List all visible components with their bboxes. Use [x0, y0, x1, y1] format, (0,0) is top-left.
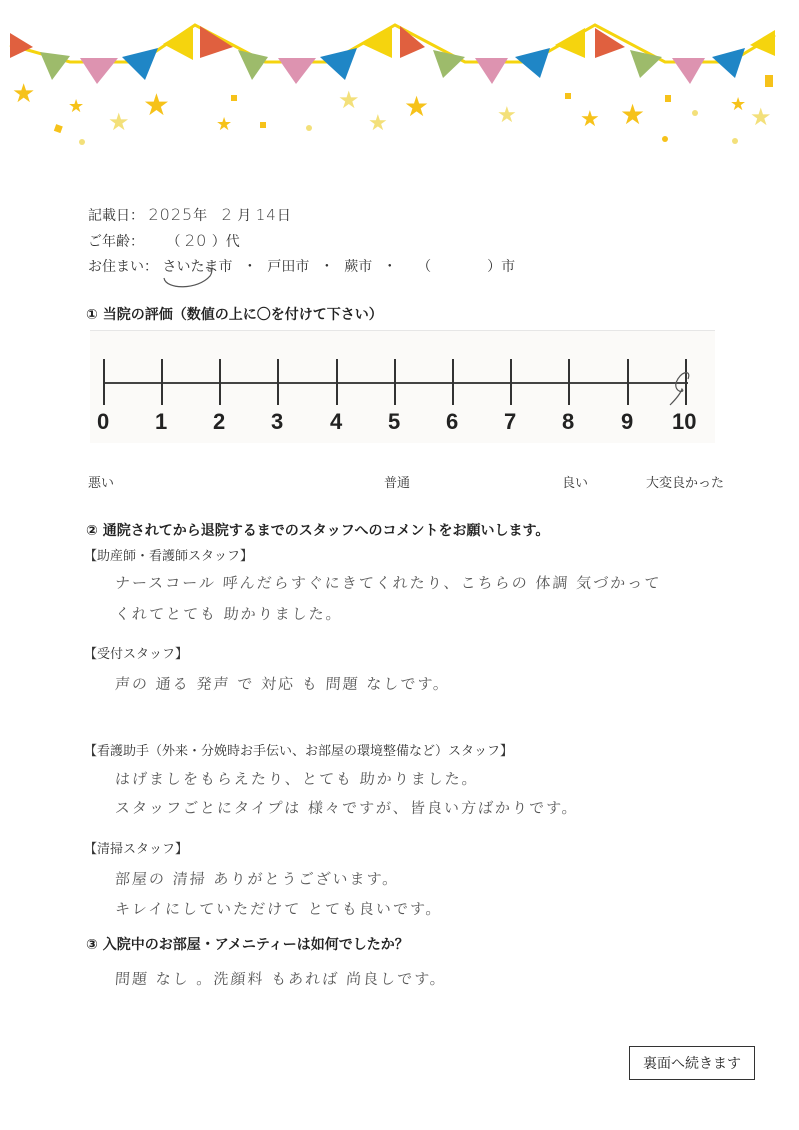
tick-6[interactable]: 6 [446, 409, 459, 434]
tick-4[interactable]: 4 [330, 409, 343, 434]
comment-midwife-nurse-line1[interactable]: ナースコール 呼んだらすぐにきてくれたり、こちらの 体調 気づかって [114, 574, 662, 592]
svg-text:★: ★ [620, 98, 646, 131]
rating-scale [90, 330, 715, 443]
section-heading-cleaning: 【清掃スタッフ】 [84, 842, 189, 857]
continue-on-back-note [629, 1046, 755, 1080]
svg-text:★: ★ [143, 88, 170, 123]
svg-text:★: ★ [338, 86, 360, 114]
scale-label-normal: 普通 [384, 476, 411, 491]
residence-option-warabi[interactable]: 蕨市 [344, 259, 373, 275]
svg-text:★: ★ [12, 79, 36, 109]
selection-circle-mark [158, 258, 238, 290]
residence-option-other[interactable]: （ ）市 [417, 259, 516, 275]
scale-label-bad: 悪い [88, 476, 115, 491]
svg-text:★: ★ [750, 103, 772, 131]
separator: ・ [319, 259, 334, 275]
entry-month-value[interactable]: 2 [221, 205, 233, 224]
tick-2[interactable]: 2 [213, 409, 226, 434]
tick-0[interactable]: 0 [97, 409, 110, 434]
section-heading-reception: 【受付スタッフ】 [84, 647, 189, 662]
comment-reception-line1[interactable]: 声の 通る 発声 で 対応 も 問題 なしです。 [114, 675, 451, 693]
residence-label: お住まい： [88, 259, 158, 275]
tick-5[interactable]: 5 [388, 409, 401, 434]
separator: ・ [242, 259, 257, 275]
residence-row [88, 256, 515, 276]
continue-label: 裏面へ続きます [643, 1056, 741, 1072]
comment-midwife-nurse-line2[interactable]: くれてとても 助かりました。 [114, 605, 344, 623]
svg-text:★: ★ [368, 111, 388, 136]
scale-tick-labels [90, 409, 715, 439]
svg-text:★: ★ [580, 107, 600, 132]
tick-10[interactable]: 10 [672, 409, 697, 434]
comment-nursing-assistant-line1[interactable]: はげましをもらえたり、とても 助かりました。 [114, 770, 480, 788]
age-row [88, 231, 240, 251]
q1-title: ① 当院の評価（数値の上に〇を付けて下さい） [86, 307, 383, 323]
residence-option-label: さいたま市 [162, 259, 233, 275]
age-close-paren: ）代 [211, 234, 240, 250]
scale-label-good: 良い [562, 476, 589, 491]
scale-label-very-good: 大変良かった [646, 476, 725, 491]
comment-nursing-assistant-line2[interactable]: スタッフごとにタイプは 様々ですが、皆良い方ばかりです。 [114, 799, 580, 817]
q2-title: ② 通院されてから退院するまでのスタッフへのコメントをお願いします。 [86, 523, 550, 539]
section-heading-midwife-nurse: 【助産師・看護師スタッフ】 [84, 549, 254, 564]
tick-3[interactable]: 3 [271, 409, 284, 434]
svg-text:★: ★ [404, 90, 430, 123]
day-unit: 日 [276, 208, 291, 224]
year-unit: 年 [193, 208, 208, 224]
age-label: ご年齢： [88, 234, 144, 250]
tick-8[interactable]: 8 [562, 409, 575, 434]
entry-date-row [88, 205, 291, 225]
separator: ・ [382, 259, 397, 275]
month-unit: 月 [237, 208, 252, 224]
bunting-banner [0, 0, 799, 150]
age-value[interactable]: 20 [184, 231, 208, 250]
q3-title: ③ 入院中のお部屋・アメニティーは如何でしたか？ [86, 937, 409, 953]
tick-7[interactable]: 7 [504, 409, 517, 434]
svg-text:★: ★ [730, 94, 747, 115]
section-heading-nursing-assistant: 【看護助手（外来・分娩時お手伝い、お部屋の環境整備など）スタッフ】 [84, 744, 514, 759]
entry-date-label: 記載日： [88, 208, 144, 224]
svg-text:★: ★ [497, 103, 517, 128]
svg-text:★: ★ [216, 114, 233, 135]
residence-option-toda[interactable]: 戸田市 [267, 259, 310, 275]
svg-text:★: ★ [68, 96, 85, 117]
entry-day-value[interactable]: 14 [255, 206, 277, 224]
svg-text:★: ★ [108, 108, 130, 136]
comment-cleaning-line2[interactable]: キレイにしていただけて とても良いです。 [114, 900, 444, 918]
tick-1[interactable]: 1 [155, 409, 168, 434]
entry-year-value[interactable]: 2025 [148, 205, 194, 224]
q3-answer[interactable]: 問題 なし 。洗顔料 もあれば 尚良しです。 [114, 970, 448, 988]
tick-9[interactable]: 9 [621, 409, 634, 434]
comment-cleaning-line1[interactable]: 部屋の 清掃 ありがとうございます。 [114, 870, 400, 888]
residence-option-saitama[interactable] [162, 256, 232, 276]
age-open-paren: （ [166, 234, 181, 250]
